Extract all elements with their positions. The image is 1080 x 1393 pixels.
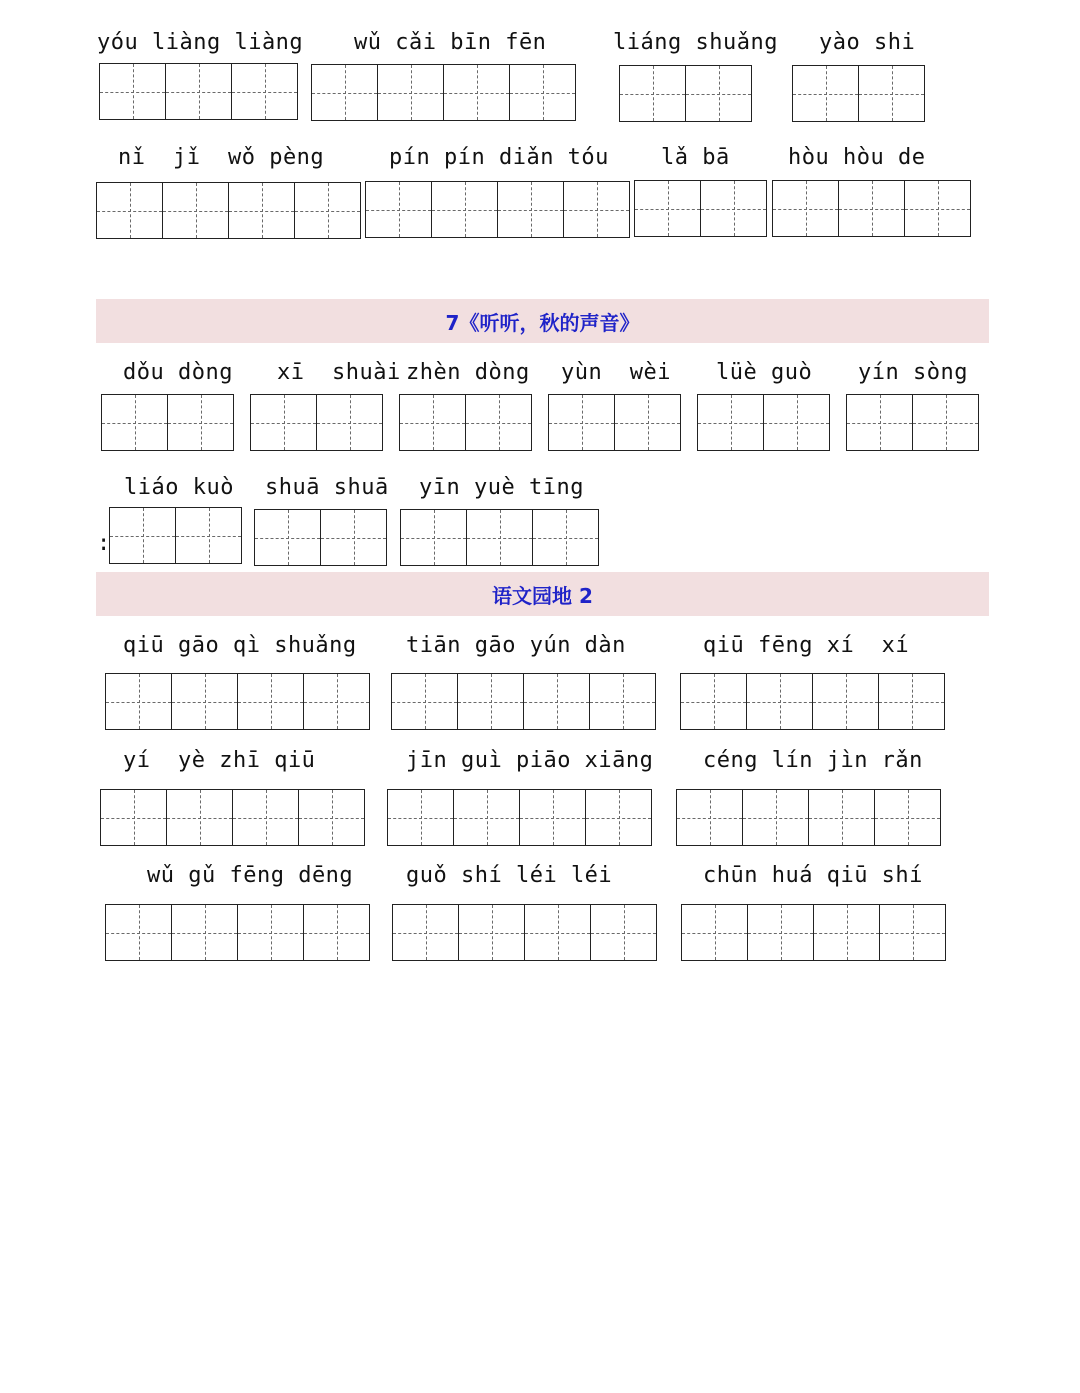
pinyin-label: yīn yuè tīng xyxy=(419,475,584,500)
pinyin-label: lǎ bā xyxy=(661,145,730,170)
pinyin-label: nǐ jǐ wǒ pèng xyxy=(118,145,325,170)
pinyin-label: tiān gāo yún dàn xyxy=(406,633,626,658)
pinyin-label: liáo kuò xyxy=(124,475,234,500)
pinyin-label: jīn guì piāo xiāng xyxy=(406,748,654,773)
writing-grid-2[interactable] xyxy=(697,394,830,451)
writing-grid-2[interactable] xyxy=(619,65,752,122)
pinyin-label: yí yè zhī qiū xyxy=(123,748,316,773)
writing-grid-4[interactable] xyxy=(105,904,370,961)
pinyin-label: wǔ gǔ fēng dēng xyxy=(147,863,354,888)
writing-grid-2[interactable] xyxy=(548,394,681,451)
pinyin-label: hòu hòu de xyxy=(788,145,926,170)
pinyin-label: zhèn dòng xyxy=(406,360,530,385)
writing-grid-4[interactable] xyxy=(681,904,946,961)
pinyin-label: lüè guò xyxy=(716,360,813,385)
pinyin-label: qiū gāo qì shuǎng xyxy=(123,633,357,658)
section-title: 7《听听，秋的声音》 xyxy=(445,310,640,335)
writing-grid-4[interactable] xyxy=(676,789,941,846)
pinyin-label: yín sòng xyxy=(858,360,968,385)
pinyin-label: liáng shuǎng xyxy=(613,30,778,55)
writing-grid-3[interactable] xyxy=(772,180,971,237)
writing-grid-4[interactable] xyxy=(391,673,656,730)
writing-grid-2[interactable] xyxy=(399,394,532,451)
pinyin-label: qiū fēng xí xí xyxy=(703,633,910,658)
writing-grid-2[interactable] xyxy=(109,507,242,564)
writing-grid-2[interactable] xyxy=(250,394,383,451)
pinyin-label: yào shi xyxy=(819,30,916,55)
pinyin-label: chūn huá qiū shí xyxy=(703,863,923,888)
pinyin-label: yùn wèi xyxy=(561,360,671,385)
pinyin-label: yóu liàng liàng xyxy=(97,30,304,55)
pinyin-label: xī shuài xyxy=(277,360,401,385)
writing-grid-2[interactable] xyxy=(846,394,979,451)
pinyin-label: wǔ cǎi bīn fēn xyxy=(354,30,547,55)
pinyin-label: céng lín jìn rǎn xyxy=(703,748,923,773)
section-title-banner xyxy=(96,572,989,616)
pinyin-label: pín pín diǎn tóu xyxy=(389,145,609,170)
pinyin-label: shuā shuā xyxy=(265,475,389,500)
section-title: 语文园地 2 xyxy=(492,583,593,608)
writing-grid-4[interactable] xyxy=(387,789,652,846)
writing-grid-4[interactable] xyxy=(392,904,657,961)
writing-grid-4[interactable] xyxy=(311,64,576,121)
pinyin-label: dǒu dòng xyxy=(123,360,233,385)
writing-grid-4[interactable] xyxy=(100,789,365,846)
section-title-banner xyxy=(96,299,989,343)
writing-grid-2[interactable] xyxy=(101,394,234,451)
writing-grid-4[interactable] xyxy=(96,182,361,239)
writing-grid-4[interactable] xyxy=(105,673,370,730)
writing-grid-2[interactable] xyxy=(792,65,925,122)
writing-grid-4[interactable] xyxy=(680,673,945,730)
pinyin-label: guǒ shí léi léi xyxy=(406,863,613,888)
writing-grid-3[interactable] xyxy=(99,63,298,120)
writing-grid-4[interactable] xyxy=(365,181,630,238)
writing-grid-2[interactable] xyxy=(254,509,387,566)
writing-grid-2[interactable] xyxy=(634,180,767,237)
writing-grid-3[interactable] xyxy=(400,509,599,566)
colon-mark: : xyxy=(97,531,111,556)
